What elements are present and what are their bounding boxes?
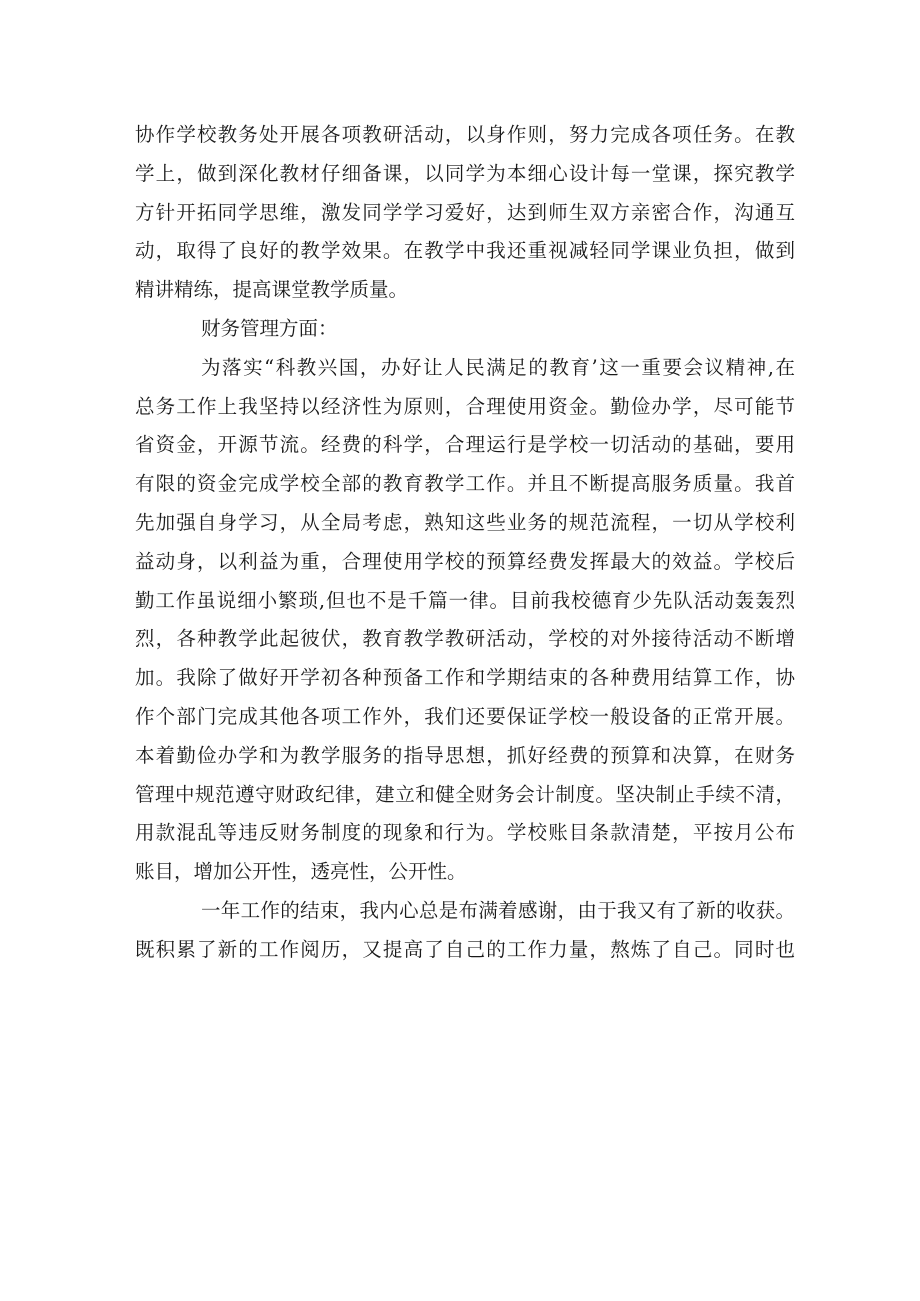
text-line: 勤工作虽说细小繁琐,但也不是千篇一律。目前我校德育少先队活动轰轰烈 [135, 588, 795, 612]
text-line: 益动身，以利益为重，合理使用学校的预算经费发挥最大的效益。学校后 [135, 549, 795, 573]
text-line: 烈，各种教学此起彼伏，教育教学教研活动，学校的对外接待活动不断增 [135, 627, 795, 651]
text-line: 先加强自身学习，从全局考虑，熟知这些业务的规范流程，一切从学校利 [135, 510, 795, 534]
text-line: 管理中规范遵守财政纪律，建立和健全财务会计制度。坚决制止手续不清， [135, 782, 795, 806]
text-line: 作个部门完成其他各项工作外，我们还要保证学校一般设备的正常开展。 [135, 704, 795, 728]
paragraph-conclusion [135, 892, 795, 970]
section-heading: 财务管理方面： [201, 316, 338, 340]
text-line: 省资金，开源节流。经费的科学，合理运行是学校一切活动的基础，要用 [135, 433, 795, 457]
text-line: 账目，增加公开性，透亮性，公开性。 [135, 860, 467, 884]
text-line: 总务工作上我坚持以经济性为原则，合理使用资金。勤俭办学，尽可能节 [135, 394, 795, 418]
text-line: 既积累了新的工作阅历，又提高了自己的工作力量，熬炼了自己。同时也 [135, 937, 795, 961]
text-line: 协作学校教务处开展各项教研活动，以身作则，努力完成各项任务。在教 [135, 123, 795, 146]
text-line: 学上，做到深化教材仔细备课，以同学为本细心设计每一堂课，探究教学 [135, 161, 795, 185]
section-heading-finance [135, 310, 795, 349]
document-body [135, 116, 795, 970]
text-line: 加。我除了做好开学初各种预备工作和学期结束的各种费用结算工作，协 [135, 666, 795, 690]
text-line: 一年工作的结束，我内心总是布满着感谢，由于我又有了新的收获。 [201, 898, 795, 922]
text-line: 精讲精练，提高课堂教学质量。 [135, 278, 409, 302]
text-line: 用款混乱等违反财务制度的现象和行为。学校账目条款清楚，平按月公布 [135, 821, 795, 845]
text-line: 有限的资金完成学校全部的教育教学工作。并且不断提高服务质量。我首 [135, 472, 795, 496]
paragraph-finance [135, 349, 795, 892]
text-line: 方针开拓同学思维，激发同学学习爱好，达到师生双方亲密合作，沟通互 [135, 200, 795, 224]
paragraph-teaching [135, 116, 795, 310]
text-line: 动，取得了良好的教学效果。在教学中我还重视减轻同学课业负担，做到 [135, 239, 795, 263]
text-line: 本着勤俭办学和为教学服务的指导思想，抓好经费的预算和决算，在财务 [135, 743, 795, 767]
text-line: 为落实“科教兴国，办好让人民满足的教育’这一重要会议精神,在 [201, 355, 795, 379]
